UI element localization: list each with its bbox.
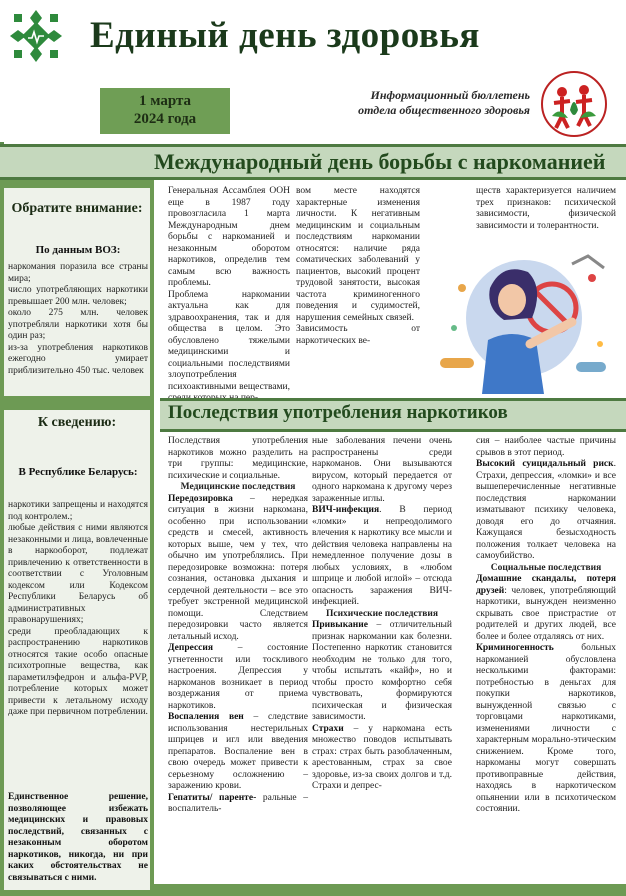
rb-item: наркотики запрещены и находятся под контролем.; — [8, 500, 148, 522]
article-2-para — [168, 494, 308, 644]
definition: больных наркоманией обусловлена несколькими факторами: потребностью в деньгах для покупки наркотиков, вынужденной связью с торговцами наркотиками, изменениями личности с характерным морально-этическим снижением. Кроме того, наркоманы могут совершать противоправные действия, находясь в наркотическом опьянении или в психотическом состоянии. — [476, 643, 616, 814]
who-item: из-за употребления наркотиков ежегодно умирает приблизительно 450 тыс. человек — [8, 342, 148, 376]
section-heading: Социальные последствия — [490, 562, 602, 573]
term: Депрессия — [168, 643, 214, 653]
who-list — [8, 262, 148, 377]
definition: : человек, употребляющий наркотики, вынужден неизменно скрывать свое пристрастие от родителей и других людей, все более и более отдаляясь от них. — [476, 585, 616, 642]
rb-item: любые действия с ними являются незаконными и лица, вовлеченные в наркооборот, подлежат привлечению к ответственности в соответствии с Уголовным кодексом или Кодексом Республики Беларусь об административных правонарушениях; — [8, 523, 148, 625]
article-1-para: вом месте находятся характерные изменения личности. К негативным медицинским и социальным последствиям наркомании относятся: наличие ряда соматических заболеваний у пациентов, высокий процент трудовой занятости, высокая частота криминогенного поведения и судимостей, нарушения семейных связей. — [296, 186, 420, 323]
section-heading: Психические последствия — [325, 608, 439, 619]
article-2-para — [312, 505, 452, 609]
bottom-bar — [154, 884, 626, 896]
term: Воспаления вен — [168, 712, 244, 722]
who-item: наркомания поразила все страны мира; — [8, 262, 148, 284]
definition: . Страхи, депрессия, «ломки» и все вышеперечисленные негативные последствия наркомании изматывают психику человека, доводя его до отчаяния. Кажущаяся безысходность положения толкает человека на самоубийство. — [476, 459, 616, 561]
attention-heading: Обратите внимание: — [11, 201, 143, 216]
rb-item: среди преобладающих к распространению наркотиков относятся такие особо опасные психотропные вещества, как параметилэфедрон и альфа-PVP, потребление которых может привести к летальному исходу даже при первичном потреблении. — [8, 626, 148, 717]
definition: ральные – воспалитель- — [168, 792, 309, 814]
date-line-1: 1 марта — [138, 93, 192, 109]
term: Передозировка — [168, 493, 233, 504]
article-2-para: Последствия употребления наркотиков можно разделить на три группы: медицинские, психические и социальные. — [168, 436, 308, 481]
article-2-col-2 — [312, 436, 452, 793]
term: ВИЧ-инфекция — [312, 505, 380, 515]
rb-list — [8, 500, 148, 719]
article-2-para — [168, 643, 308, 712]
ornament-logo-icon — [8, 8, 64, 64]
term: Страхи — [312, 723, 344, 734]
woman-refusing-drugs-illustration — [432, 248, 616, 394]
article-2-para — [476, 459, 616, 563]
article-1-title: Международный день борьбы с наркоманией — [154, 149, 606, 174]
article-1-para: Проблема наркомании актуальна как для здравоохранения, так и для общества в целом. Это обусловлено тяжелыми медицинскими и социальными последствиями злоупотребления психоактивными веществами, — [168, 289, 290, 392]
rb-heading: В Республике Беларусь: — [18, 466, 138, 478]
article-1-col-1 — [168, 186, 290, 405]
date-box — [100, 88, 230, 134]
definition: . В период «ломки» и непреодолимого влечения к наркотику все мысли и действия человека направлены на немедленное получение дозы в любых условиях, в «любом шприце и любой иглой» – отсюда опасность заражения ВИЧ-инфекцией. — [312, 505, 452, 607]
article-2-col-3 — [476, 436, 616, 816]
article-2-para — [476, 574, 616, 643]
definition: – у наркомана есть множество поводов испытывать страх: страх быть разоблаченным, арестованным, страх за свое здоровье, из-за своих долгов и т.д. Страхи и депрес- — [312, 723, 452, 791]
article-2-col-1 — [168, 436, 308, 816]
term: Высокий суицидальный риск — [476, 459, 614, 469]
info-heading: К сведению: — [37, 415, 117, 430]
health-people-logo-icon — [540, 70, 608, 138]
article-2-para: сия – наиболее частые причины срывов в этот период. — [476, 436, 616, 458]
article-2-para: ные заболевания печени очень распространены среди наркоманов. Они вызываются вирусом, который передается от одного наркомана к другому через зараженные иглы. — [312, 436, 452, 504]
section-heading: Медицинские последствия — [180, 482, 296, 492]
article-1-para: Генеральная Ассамблея ООН еще в 1987 году провозгласила 1 марта Международным днем борьбы с наркоманией и незаконным оборотом наркотиков, определив тем самым всю важность проблемы. — [168, 186, 290, 288]
subtitle-line-2: отдела общественного здоровья — [358, 103, 530, 117]
definition: – отличительный признак наркомании как болезни. Постепенно наркотик становится необходим не только для того, чтобы испытать «кайф», но и чтобы просто комфортно себя чувствовать, формируются психическая и физическая зависимости. — [312, 620, 452, 722]
term: Криминогенность — [476, 643, 554, 653]
article-2-para — [168, 793, 308, 816]
who-heading: По данным ВОЗ: — [35, 244, 121, 256]
article-1-col-3: ществ характеризуется наличием трех признаков: психической зависимости, физической зависимости и толерантности. — [476, 186, 616, 231]
page-title: Единый день здоровья — [90, 15, 480, 56]
definition: – состояние угнетенности или тоскливого настроения. Депрессия у наркоманов возникает в период воздержания от приема наркотиков. — [168, 643, 308, 711]
subtitle-line-1: Информационный бюллетень — [370, 88, 530, 102]
article-2-title: Последствия употребления наркотиков — [168, 402, 508, 423]
definition: – нередкая ситуация в жизни наркомана, особенно при использовании средств и смесей, активность которых выше, чем у тех, что обычно им употреблялись. При передозировке возможна: потеря сознания, остановка дыхания и сердечной деятельности – все это требует экстренной медицинской помощи. Следствием передозировки часто является летальный исход. — [168, 493, 308, 642]
article-1-para: Зависимость от наркотических ве- — [296, 324, 420, 346]
sidebar-closing: Единственное решение, позволяющее избежать медицинских и правовых последствий, связанных с незаконным оборотом наркотиков, никогда, ни при каких обстоятельствах не связываться с ними. — [8, 792, 148, 883]
article-2-para — [312, 724, 452, 793]
who-item: число употребляющих наркотики превышает 200 млн. человек; — [8, 285, 148, 307]
who-item: около 275 млн. человек употребляли наркотики хотя бы один раз; — [8, 308, 148, 341]
term: Домашние скандалы, потеря друзей — [476, 574, 616, 596]
article-1-col-2 — [296, 186, 420, 347]
bulletin-subtitle — [300, 88, 530, 118]
article-2-para — [312, 620, 452, 724]
term: Привыкание — [312, 620, 368, 630]
article-2-para — [168, 712, 308, 793]
date-line-2: 2024 года — [133, 111, 197, 127]
article-2-para — [476, 643, 616, 816]
definition: – следствие использования нестерильных шприцев и игл или введения препаратов. Воспаление вен в свою очередь может привести к серьезному осложнению – заражению крови. — [168, 712, 308, 791]
term: Гепатиты/ паренте- — [168, 792, 257, 803]
